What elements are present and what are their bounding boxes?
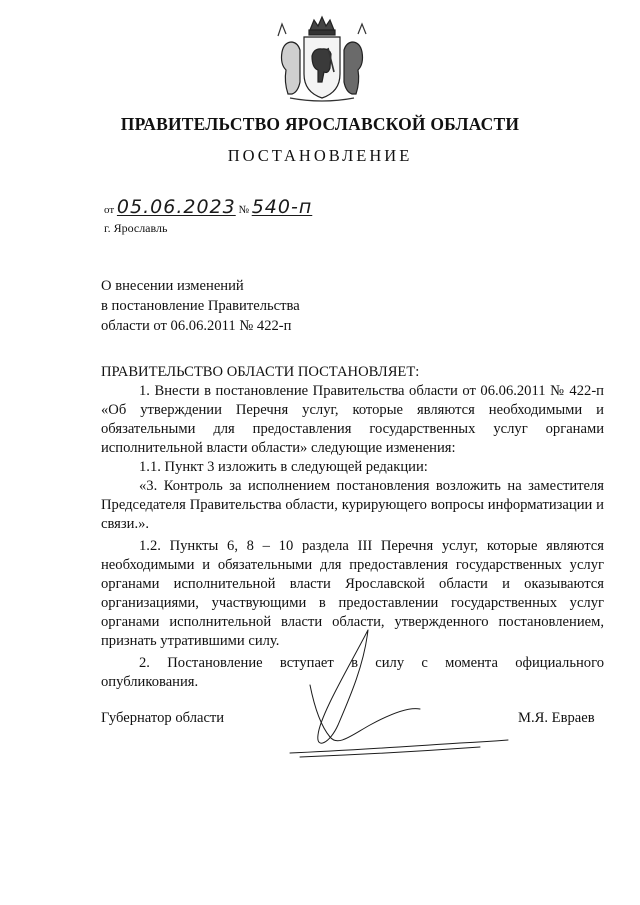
coat-of-arms-emblem — [272, 12, 372, 104]
document-type: ПОСТАНОВЛЕНИЕ — [227, 146, 413, 165]
paragraph-1: 1. Внести в постановление Правительства области от 06.06.2011 № 422-п «Об утверждении Перечня услуг, которые являются необходимыми и обязательными для предоставления государственных услуг органами исполнительной власти области» следующие изменения: — [101, 383, 604, 456]
document-number: 540-п — [251, 196, 313, 218]
document-date: 05.06.2023 — [116, 196, 236, 218]
registration-line — [104, 196, 312, 218]
handwritten-signature — [280, 625, 520, 775]
city: г. Ярославль — [104, 221, 168, 235]
signatory-name: М.Я. Евраев — [518, 710, 595, 726]
paragraph-2: 2. Постановление вступает в силу с момента официального опубликования. — [101, 655, 604, 690]
paragraph-1-2: 1.2. Пункты 6, 8 – 10 раздела III Перечня услуг, которые являются необходимыми и обязательными для предоставления государственных услуг органами исполнительной власти Ярославской области и оказываются организациями, участвующими в предоставлении государственных услуг органами исполнительной власти области, утвержденного постановлением, признать утратившими силу. — [101, 538, 604, 649]
date-prefix: от — [104, 204, 115, 216]
subject-line: области от 06.06.2011 № 422-п — [101, 318, 292, 334]
subject-line: О внесении изменений — [101, 278, 244, 294]
number-prefix: № — [238, 204, 249, 216]
paragraph-1-1-quote: «3. Контроль за исполнением постановления возложить на заместителя Председателя Правительства области, курирующего вопросы информатизации и связи.». — [101, 478, 604, 532]
organization-title: ПРАВИТЕЛЬСТВО ЯРОСЛАВСКОЙ ОБЛАСТИ — [120, 114, 520, 134]
paragraph-1-1: 1.1. Пункт 3 изложить в следующей редакции: — [139, 459, 428, 475]
subject-line: в постановление Правительства — [101, 298, 300, 314]
signatory-role: Губернатор области — [101, 710, 225, 726]
document-subject — [101, 276, 421, 336]
resolution-heading: ПРАВИТЕЛЬСТВО ОБЛАСТИ ПОСТАНОВЛЯЕТ: — [101, 364, 420, 380]
